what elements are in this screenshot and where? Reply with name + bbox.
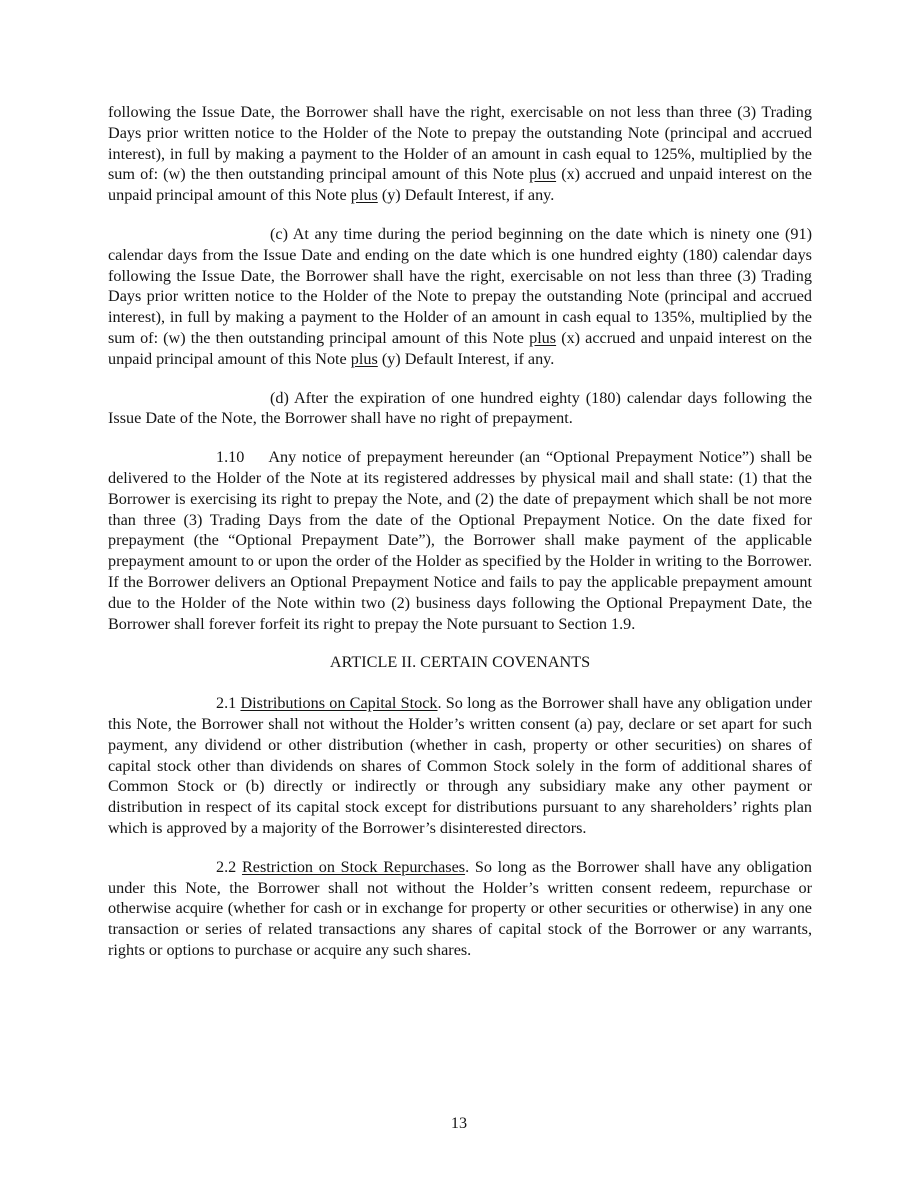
paragraph-text: . So long as the Borrower shall have any obligation under this Note, the Borrower shall not without the Holder’s written consent (a) pay, declare or set apart for such payment, any dividend or other distribution (whether in cash, property or other securities) on shares of capital stock other than dividends on shares of Common Stock solely in the form of additional shares of Common Stock or (b) directly or indirectly or through any subsidiary make any other payment or distribution in respect of its capital stock except for distributions pursuant to any shareholders’ rights plan which is approved by a majority of the Borrower’s disinterested directors. xyxy=(108,694,813,837)
document-body xyxy=(108,102,812,979)
paragraph-text: (y) Default Interest, if any. xyxy=(377,186,555,205)
paragraph-text: (y) Default Interest, if any. xyxy=(377,349,555,368)
paragraph-text: (c) At any time during the period beginning on the date which is ninety one (91) calendar days from the Issue Date and ending on the date which is one hundred eighty (180) calendar days following the Issue Date, the Borrower shall have the right, exercisable on not less than three (3) Trading Days prior written notice to the Holder of the Note to prepay the outstanding Note (principal and accrued interest), in full by making a payment to the Holder of an amount in cash equal to 135%, multiplied by the sum of: (w) the then outstanding principal amount of this Note xyxy=(108,224,812,347)
underlined-term: plus xyxy=(350,186,378,205)
paragraph-section-2-2 xyxy=(108,857,812,961)
paragraph-text: Any notice of prepayment hereunder (an “Optional Prepayment Notice”) shall be delivered to the Holder of the Note at its registered addresses by physical mail and shall state: (1) that the Borrower is exercising its right to prepay the Note, and (2) the date of prepayment which shall be not more than three (3) Trading Days from the date of the Optional Prepayment Notice. On the date fixed for prepayment (the “Optional Prepayment Date”), the Borrower shall make payment of the applicable prepayment amount to or upon the order of the Holder as specified by the Holder in writing to the Borrower. If the Borrower delivers an Optional Prepayment Notice and fails to pay the applicable prepayment amount due to the Holder of the Note within two (2) business days following the Optional Prepayment Date, the Borrower shall forever forfeit its right to prepay the Note pursuant to Section 1.9. xyxy=(108,448,812,633)
paragraph-text: (d) After the expiration of one hundred eighty (180) calendar days following the Issue Date of the Note, the Borrower shall have no right of prepayment. xyxy=(108,388,812,428)
paragraph-text: following the Issue Date, the Borrower shall have the right, exercisable on not less than three (3) Trading Days prior written notice to the Holder of the Note to prepay the outstanding Note (principal and accrued interest), in full by making a payment to the Holder of an amount in cash equal to 125%, multiplied by the sum of: (w) the then outstanding principal amount of this Note xyxy=(108,103,812,184)
paragraph-prepayment-d xyxy=(108,388,812,430)
section-number: 2.2 xyxy=(216,857,237,876)
underlined-term: plus xyxy=(529,328,557,347)
page-number: 13 xyxy=(450,1114,468,1132)
paragraph-prepayment-c xyxy=(108,224,812,370)
section-number: 2.1 xyxy=(216,694,237,713)
underlined-term: plus xyxy=(529,165,557,184)
article-heading: ARTICLE II. CERTAIN COVENANTS xyxy=(329,653,591,672)
paragraph-prepayment-b-continued xyxy=(108,102,812,206)
paragraph-text: (x) accrued and unpaid interest on the unpaid principal amount of this Note xyxy=(108,165,812,205)
paragraph-text: (x) accrued and unpaid interest on the unpaid principal amount of this Note xyxy=(108,328,812,368)
section-title: Distributions on Capital Stock xyxy=(240,694,438,713)
paragraph-section-1-10 xyxy=(108,447,812,634)
underlined-term: plus xyxy=(350,349,378,368)
section-title: Restriction on Stock Repurchases xyxy=(241,857,466,876)
paragraph-text: . So long as the Borrower shall have any obligation under this Note, the Borrower shall not without the Holder’s written consent redeem, repurchase or otherwise acquire (whether for cash or in exchange for property or other securities or otherwise) in any one transaction or series of related transactions any shares of capital stock of the Borrower or any warrants, rights or options to purchase or acquire any such shares. xyxy=(108,857,812,959)
section-number: 1.10 xyxy=(216,448,245,467)
paragraph-section-2-1 xyxy=(108,693,812,839)
